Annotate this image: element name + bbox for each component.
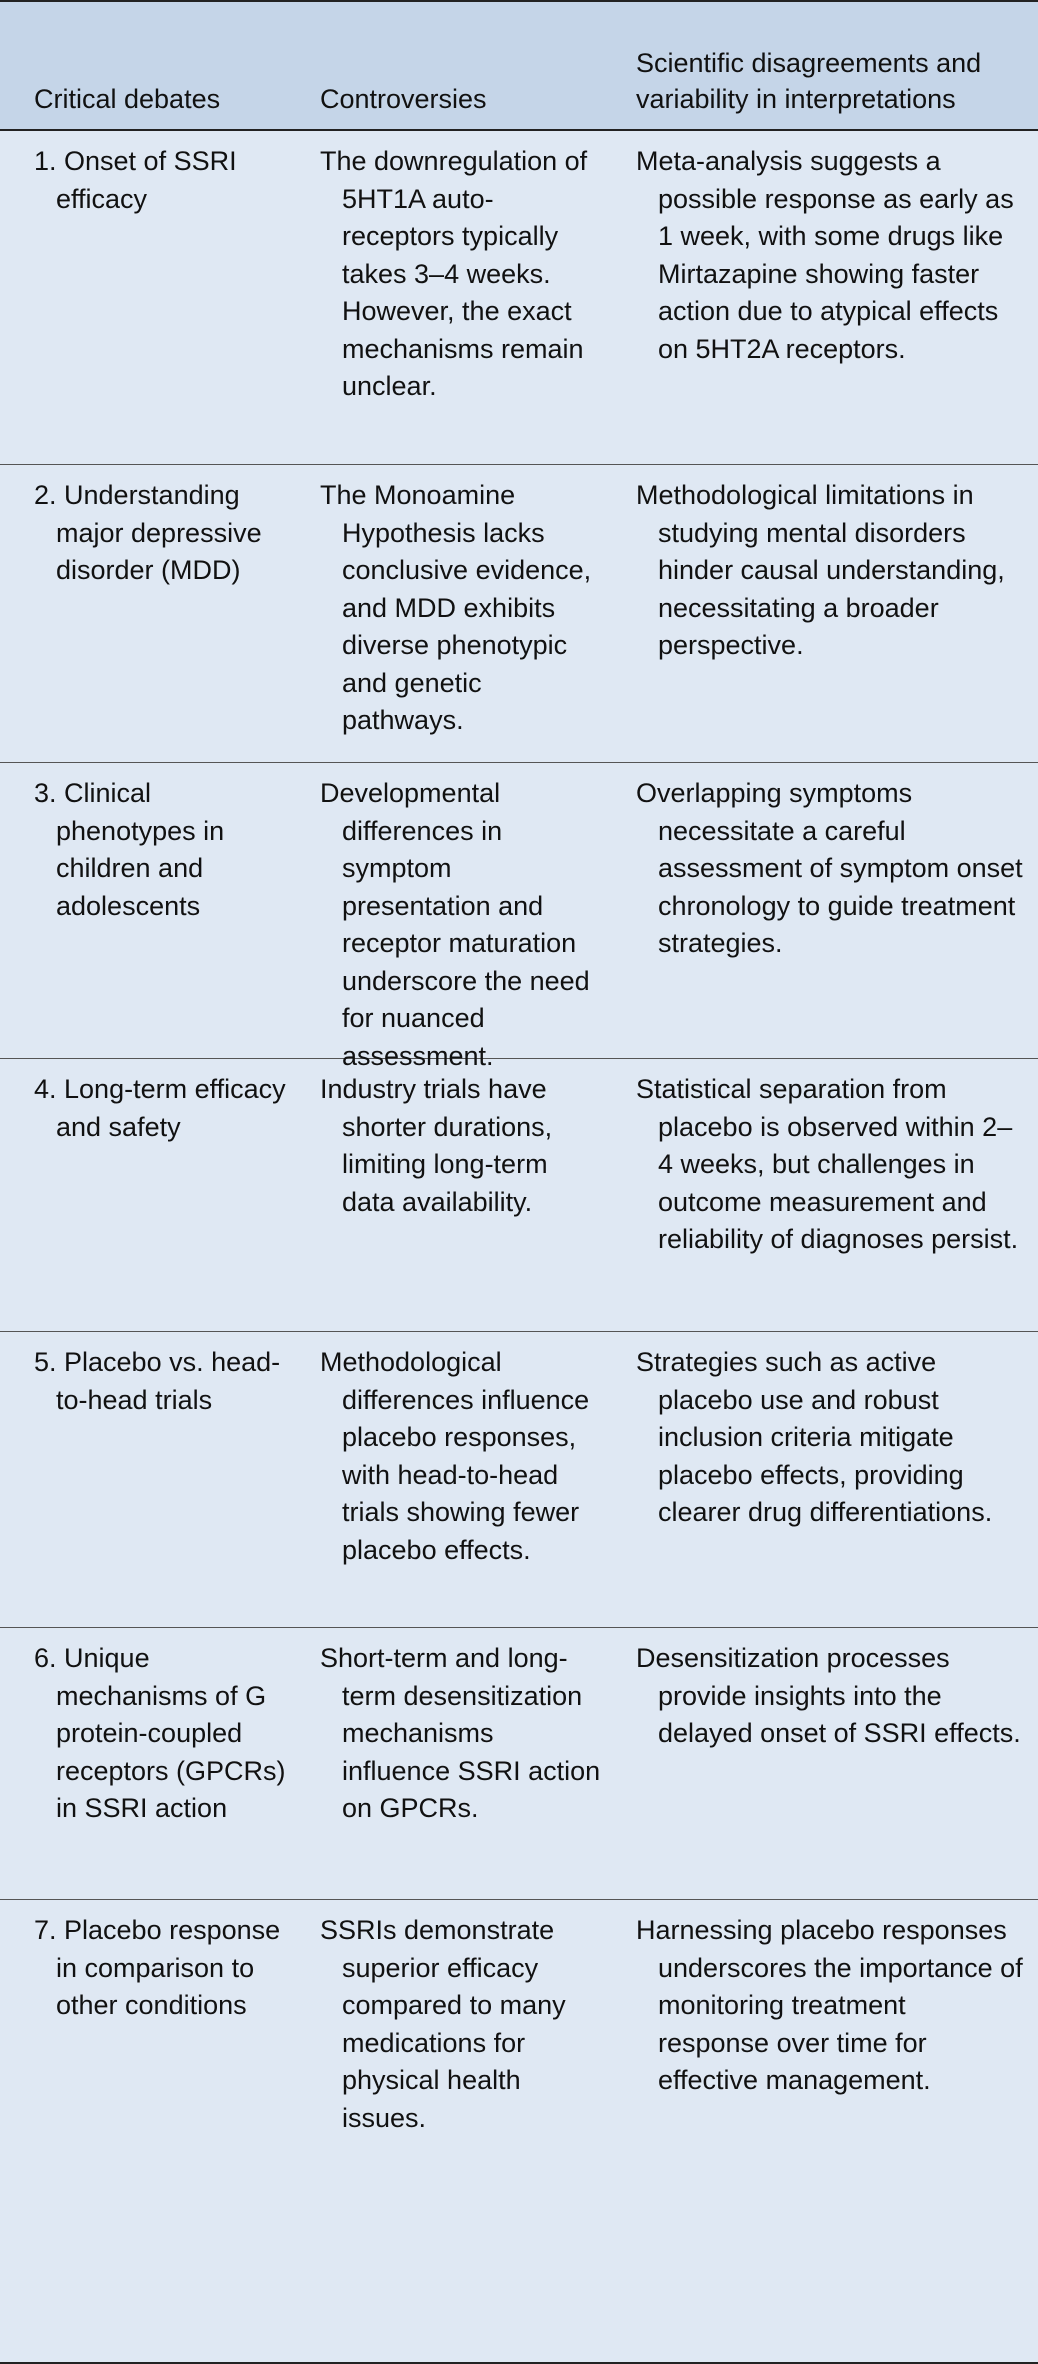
- cell-disagreement: Harnessing placebo responses underscores the importance of monitoring treatment response over time for effective management.: [636, 1915, 1023, 2095]
- cell-disagreement: Overlapping symptoms necessitate a careful assessment of symptom onset chronology to guide treatment strategies.: [636, 778, 1023, 958]
- table-row: [0, 1059, 1038, 1332]
- table-row: [0, 763, 1038, 1071]
- table-row: [0, 131, 1038, 465]
- cell-controversy: Short-term and long-term desensitization mechanisms influence SSRI action on GPCRs.: [320, 1643, 601, 1823]
- cell-controversy: Industry trials have shorter durations, limiting long-term data availability.: [320, 1074, 553, 1217]
- table-header: [0, 0, 1038, 131]
- cell-debate: 6. Unique mechanisms of G protein-coupled receptors (GPCRs) in SSRI action: [34, 1643, 286, 1823]
- table-row: [0, 1332, 1038, 1628]
- cell-debate: 5. Placebo vs. head-to-head trials: [34, 1347, 281, 1415]
- table-row: [0, 1900, 1038, 2360]
- cell-disagreement: Methodological limitations in studying mental disorders hinder causal understanding, necessitating a broader perspective.: [636, 480, 1005, 660]
- cell-disagreement: Statistical separation from placebo is observed within 2–4 weeks, but challenges in outcome measurement and reliability of diagnoses persist.: [636, 1074, 1019, 1254]
- cell-controversy: The Monoamine Hypothesis lacks conclusive evidence, and MDD exhibits diverse phenotypic and genetic pathways.: [320, 480, 592, 735]
- cell-controversy: The downregulation of 5HT1A auto-receptors typically takes 3–4 weeks. However, the exact mechanisms remain unclear.: [320, 146, 588, 401]
- header-critical-debates: Critical debates: [34, 84, 221, 114]
- header-controversies: Controversies: [320, 84, 487, 114]
- cell-debate: 7. Placebo response in comparison to other conditions: [34, 1915, 281, 2020]
- table-row: [0, 1628, 1038, 1900]
- cell-disagreement: Meta-analysis suggests a possible response as early as 1 week, with some drugs like Mirtazapine showing faster action due to atypical effects on 5HT2A receptors.: [636, 146, 1014, 364]
- cell-debate: 1. Onset of SSRI efficacy: [34, 146, 237, 214]
- cell-disagreement: Desensitization processes provide insights into the delayed onset of SSRI effects.: [636, 1643, 1021, 1748]
- header-scientific-disagreements: Scientific disagreements and variability in interpretations: [636, 48, 982, 114]
- cell-debate: 4. Long-term efficacy and safety: [34, 1074, 286, 1142]
- cell-controversy: SSRIs demonstrate superior efficacy compared to many medications for physical health issues.: [320, 1915, 566, 2133]
- cell-controversy: Developmental differences in symptom presentation and receptor maturation underscore the need for nuanced assessment.: [320, 778, 590, 1071]
- cell-controversy: Methodological differences influence placebo responses, with head-to-head trials showing fewer placebo effects.: [320, 1347, 590, 1565]
- cell-disagreement: Strategies such as active placebo use and robust inclusion criteria mitigate placebo effects, providing clearer drug differentiations.: [636, 1347, 993, 1527]
- cell-debate: 2. Understanding major depressive disorder (MDD): [34, 480, 262, 585]
- table-row: [0, 465, 1038, 763]
- cell-debate: 3. Clinical phenotypes in children and adolescents: [34, 778, 225, 921]
